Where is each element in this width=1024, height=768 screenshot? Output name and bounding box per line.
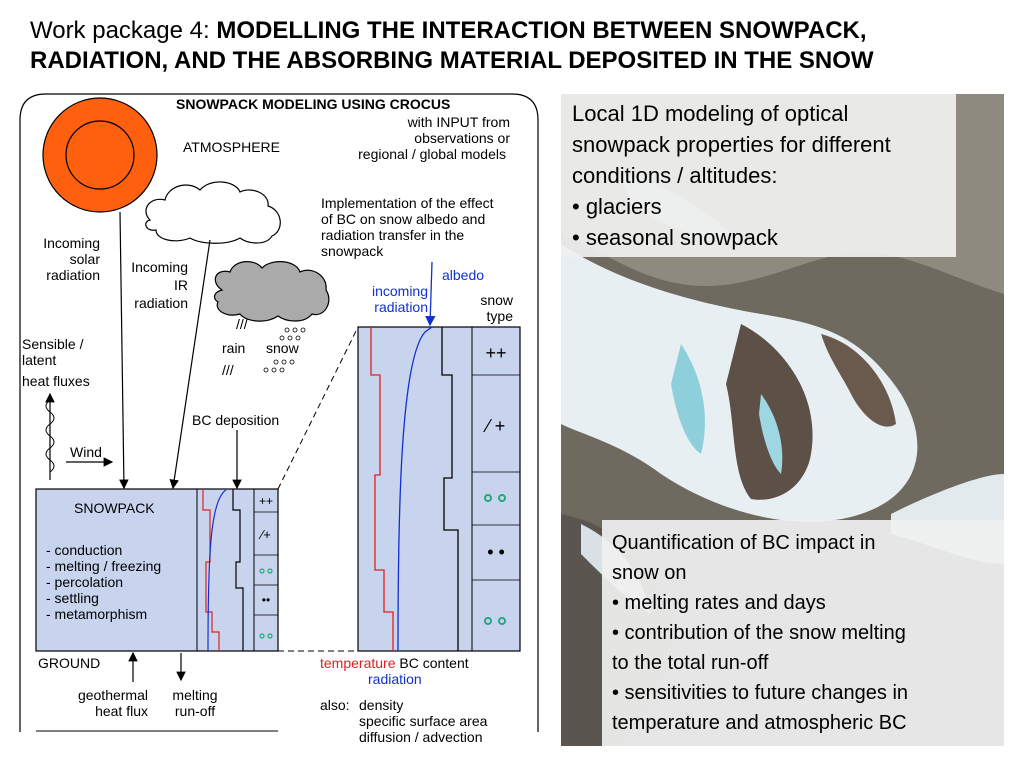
box2-line-3: • melting rates and days bbox=[612, 592, 826, 614]
box1-line-1: Local 1D modeling of optical bbox=[572, 101, 849, 126]
snow-type-label-1: snow bbox=[480, 292, 513, 308]
bc-deposition-label: BC deposition bbox=[192, 412, 280, 428]
incoming-radiation-arrow bbox=[430, 262, 432, 325]
also-item-1: density bbox=[359, 697, 404, 713]
title-bold-line-1: MODELLING THE INTERACTION BETWEEN SNOWPACK, bbox=[216, 17, 867, 44]
rain-marks-lower: /// bbox=[222, 362, 234, 378]
rain-cloud-icon bbox=[215, 262, 329, 321]
box2-line-6: • sensitivities to future changes in bbox=[612, 682, 909, 704]
sensible-label-1: Sensible / bbox=[22, 336, 84, 352]
process-5: - metamorphism bbox=[46, 606, 148, 622]
rain-marks-upper: /// bbox=[236, 316, 248, 332]
bc-impact-textbox bbox=[602, 520, 1004, 746]
implementation-4: snowpack bbox=[321, 243, 384, 259]
process-3: - percolation bbox=[46, 574, 124, 590]
snowpack-label: SNOWPACK bbox=[74, 500, 155, 516]
albedo-label: albedo bbox=[442, 267, 485, 283]
incoming-radiation-label-2: radiation bbox=[374, 299, 428, 315]
sensible-label-2: latent bbox=[22, 352, 57, 368]
geothermal-label-2: heat flux bbox=[95, 703, 148, 719]
legend-bc-content: BC content bbox=[399, 655, 469, 671]
solar-label-2: solar bbox=[69, 251, 100, 267]
input-note-1: with INPUT from bbox=[407, 114, 510, 130]
snow-type-label-2: type bbox=[486, 308, 513, 324]
small-snowtype-2: ⁄+ bbox=[261, 527, 271, 542]
ir-label-2: IR bbox=[174, 277, 188, 293]
ir-label-1: Incoming bbox=[131, 259, 188, 275]
geothermal-label-1: geothermal bbox=[77, 687, 148, 703]
big-snowtype-2: ⁄ + bbox=[486, 416, 506, 436]
big-snowtype-4: • • bbox=[487, 542, 505, 562]
legend-radiation: radiation bbox=[368, 671, 422, 687]
solar-label-1: Incoming bbox=[43, 235, 100, 251]
big-snowtype-1: ++ bbox=[485, 343, 507, 363]
ir-label-3: radiation bbox=[134, 295, 188, 311]
implementation-3: radiation transfer in the bbox=[321, 227, 465, 243]
box1-line-4: • glaciers bbox=[572, 194, 662, 219]
sun-icon bbox=[43, 98, 157, 212]
incoming-radiation-label-1: incoming bbox=[371, 283, 428, 299]
also-label: also: bbox=[320, 697, 350, 713]
title-prefix: Work package 4: bbox=[30, 17, 217, 44]
melting-label-2: run-off bbox=[174, 703, 216, 719]
snowpack-detail-box bbox=[358, 327, 520, 651]
diagram-heading: SNOWPACK MODELING USING CROCUS bbox=[176, 96, 451, 112]
melting-label-1: melting bbox=[172, 687, 218, 703]
solar-arrow bbox=[120, 212, 124, 488]
atmosphere-label: ATMOSPHERE bbox=[183, 139, 280, 155]
input-note-3: regional / global models bbox=[358, 146, 506, 162]
box2-line-7: temperature and atmospheric BC bbox=[612, 712, 907, 734]
rain-label: rain bbox=[222, 340, 246, 356]
box2-line-1: Quantification of BC impact in bbox=[612, 532, 876, 554]
snow-label: snow bbox=[266, 340, 299, 356]
implementation-2: of BC on snow albedo and bbox=[321, 211, 486, 227]
also-item-3: diffusion / advection bbox=[359, 729, 483, 745]
process-1: - conduction bbox=[46, 542, 123, 558]
box1-line-3: conditions / altitudes: bbox=[572, 163, 778, 188]
process-2: - melting / freezing bbox=[46, 558, 162, 574]
small-snowtype-4: •• bbox=[261, 593, 271, 607]
sensible-label-3: heat fluxes bbox=[22, 373, 90, 389]
box1-line-5: • seasonal snowpack bbox=[572, 225, 778, 250]
local-modeling-textbox bbox=[561, 94, 956, 257]
legend-temperature: temperature bbox=[320, 655, 396, 671]
input-note-2: observations or bbox=[414, 130, 510, 146]
implementation-1: Implementation of the effect bbox=[321, 195, 494, 211]
box2-line-4: • contribution of the snow melting bbox=[612, 622, 906, 644]
title-bold-line-2: RADIATION, AND THE ABSORBING MATERIAL DEPOSITED IN THE SNOW bbox=[30, 47, 874, 74]
wind-label: Wind bbox=[70, 444, 102, 460]
box2-line-2: snow on bbox=[612, 562, 687, 584]
legend-line-1 bbox=[320, 655, 469, 671]
process-4: - settling bbox=[46, 590, 99, 606]
box2-line-5: to the total run-off bbox=[612, 652, 769, 674]
box1-line-2: snowpack properties for different bbox=[572, 132, 891, 157]
small-snowtype-1: ++ bbox=[258, 494, 273, 508]
ground-label: GROUND bbox=[38, 655, 101, 671]
also-item-2: specific surface area bbox=[359, 713, 488, 729]
cloud-icon bbox=[146, 182, 281, 243]
solar-label-3: radiation bbox=[46, 267, 100, 283]
